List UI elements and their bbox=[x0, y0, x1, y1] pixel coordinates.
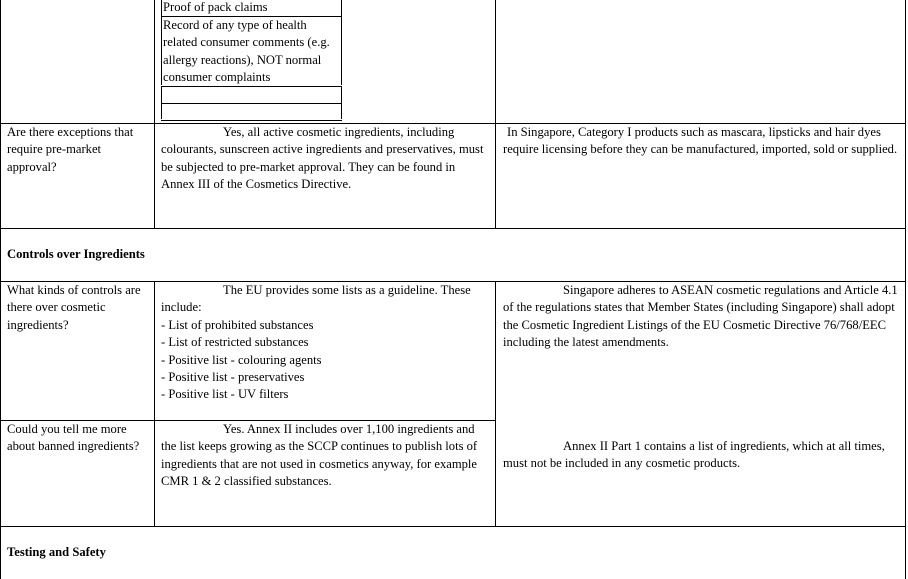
sg-answer-text: In Singapore, Category I products such as mascara, lipsticks and hair dyes require licensing before they can be manufactured, imported, sold or supplied. bbox=[503, 125, 898, 157]
section-heading-testing: Testing and Safety bbox=[7, 545, 106, 559]
table-border-right bbox=[905, 0, 906, 579]
section-heading-ingredients: Controls over Ingredients bbox=[7, 247, 145, 261]
column-divider-2 bbox=[495, 0, 496, 228]
row-divider bbox=[0, 228, 906, 229]
eu-list-item: - List of restricted substances bbox=[161, 335, 309, 350]
eu-list-item: - Positive list - colouring agents bbox=[161, 352, 322, 367]
inner-list-item bbox=[161, 17, 342, 85]
eu-answer-intro: The EU provides some lists as a guideline. These include: bbox=[161, 283, 471, 315]
eu-answer-text: Yes. Annex II includes over 1,100 ingredients and the list keeps growing as the SCCP continues to publish lots of ingredients that are not used in cosmetics anyway, for example CMR 1 & 2 classified substances. bbox=[161, 422, 478, 489]
sg-answer-cell bbox=[503, 282, 901, 352]
inner-list-item bbox=[161, 0, 342, 16]
question-cell bbox=[7, 124, 153, 176]
eu-list-item: - Positive list - UV filters bbox=[161, 387, 289, 402]
question-text: Could you tell me more about banned ingredients? bbox=[7, 422, 140, 454]
sg-answer-text: Annex II Part 1 contains a list of ingredients, which at all times, must not be included in any cosmetic products. bbox=[503, 439, 885, 471]
eu-answer-cell bbox=[161, 282, 491, 404]
question-cell bbox=[7, 421, 147, 456]
question-cell bbox=[7, 282, 153, 334]
sg-answer-cell bbox=[503, 438, 901, 473]
table-border-left bbox=[0, 0, 1, 579]
question-text: What kinds of controls are there over cosmetic ingredients? bbox=[7, 283, 141, 332]
sg-answer-text: Singapore adheres to ASEAN cosmetic regulations and Article 4.1 of the regulations states that Member States (including Singapore) shall adopt the Cosmetic Ingredient Listings of the EU Cosmetic Directive 76/768/EEC including the latest amendments. bbox=[503, 283, 898, 350]
inner-list-item bbox=[161, 104, 342, 119]
question-text: Are there exceptions that require pre-market approval? bbox=[7, 125, 134, 174]
eu-answer-text: Yes, all active cosmetic ingredients, including colourants, sunscreen active ingredients and preservatives, must be subjected to pre-market approval. They can be found in Annex III of the Cosmetics Directive. bbox=[161, 125, 484, 192]
eu-list-item: - List of prohibited substances bbox=[161, 317, 314, 332]
inner-list-item-text: Record of any type of health related consumer comments (e.g. allergy reactions), NOT normal consumer complaints bbox=[163, 18, 330, 85]
sg-answer-cell bbox=[503, 124, 901, 159]
column-divider-2b bbox=[495, 281, 496, 526]
row-divider bbox=[0, 526, 906, 527]
inner-list-item-text: Proof of pack claims bbox=[163, 0, 268, 14]
eu-answer-cell bbox=[161, 124, 491, 194]
column-divider-1 bbox=[154, 0, 155, 228]
column-divider-1b bbox=[154, 281, 155, 526]
inner-list-item bbox=[161, 87, 342, 103]
eu-list-item: - Positive list - preservatives bbox=[161, 370, 305, 385]
eu-answer-cell bbox=[161, 421, 491, 491]
